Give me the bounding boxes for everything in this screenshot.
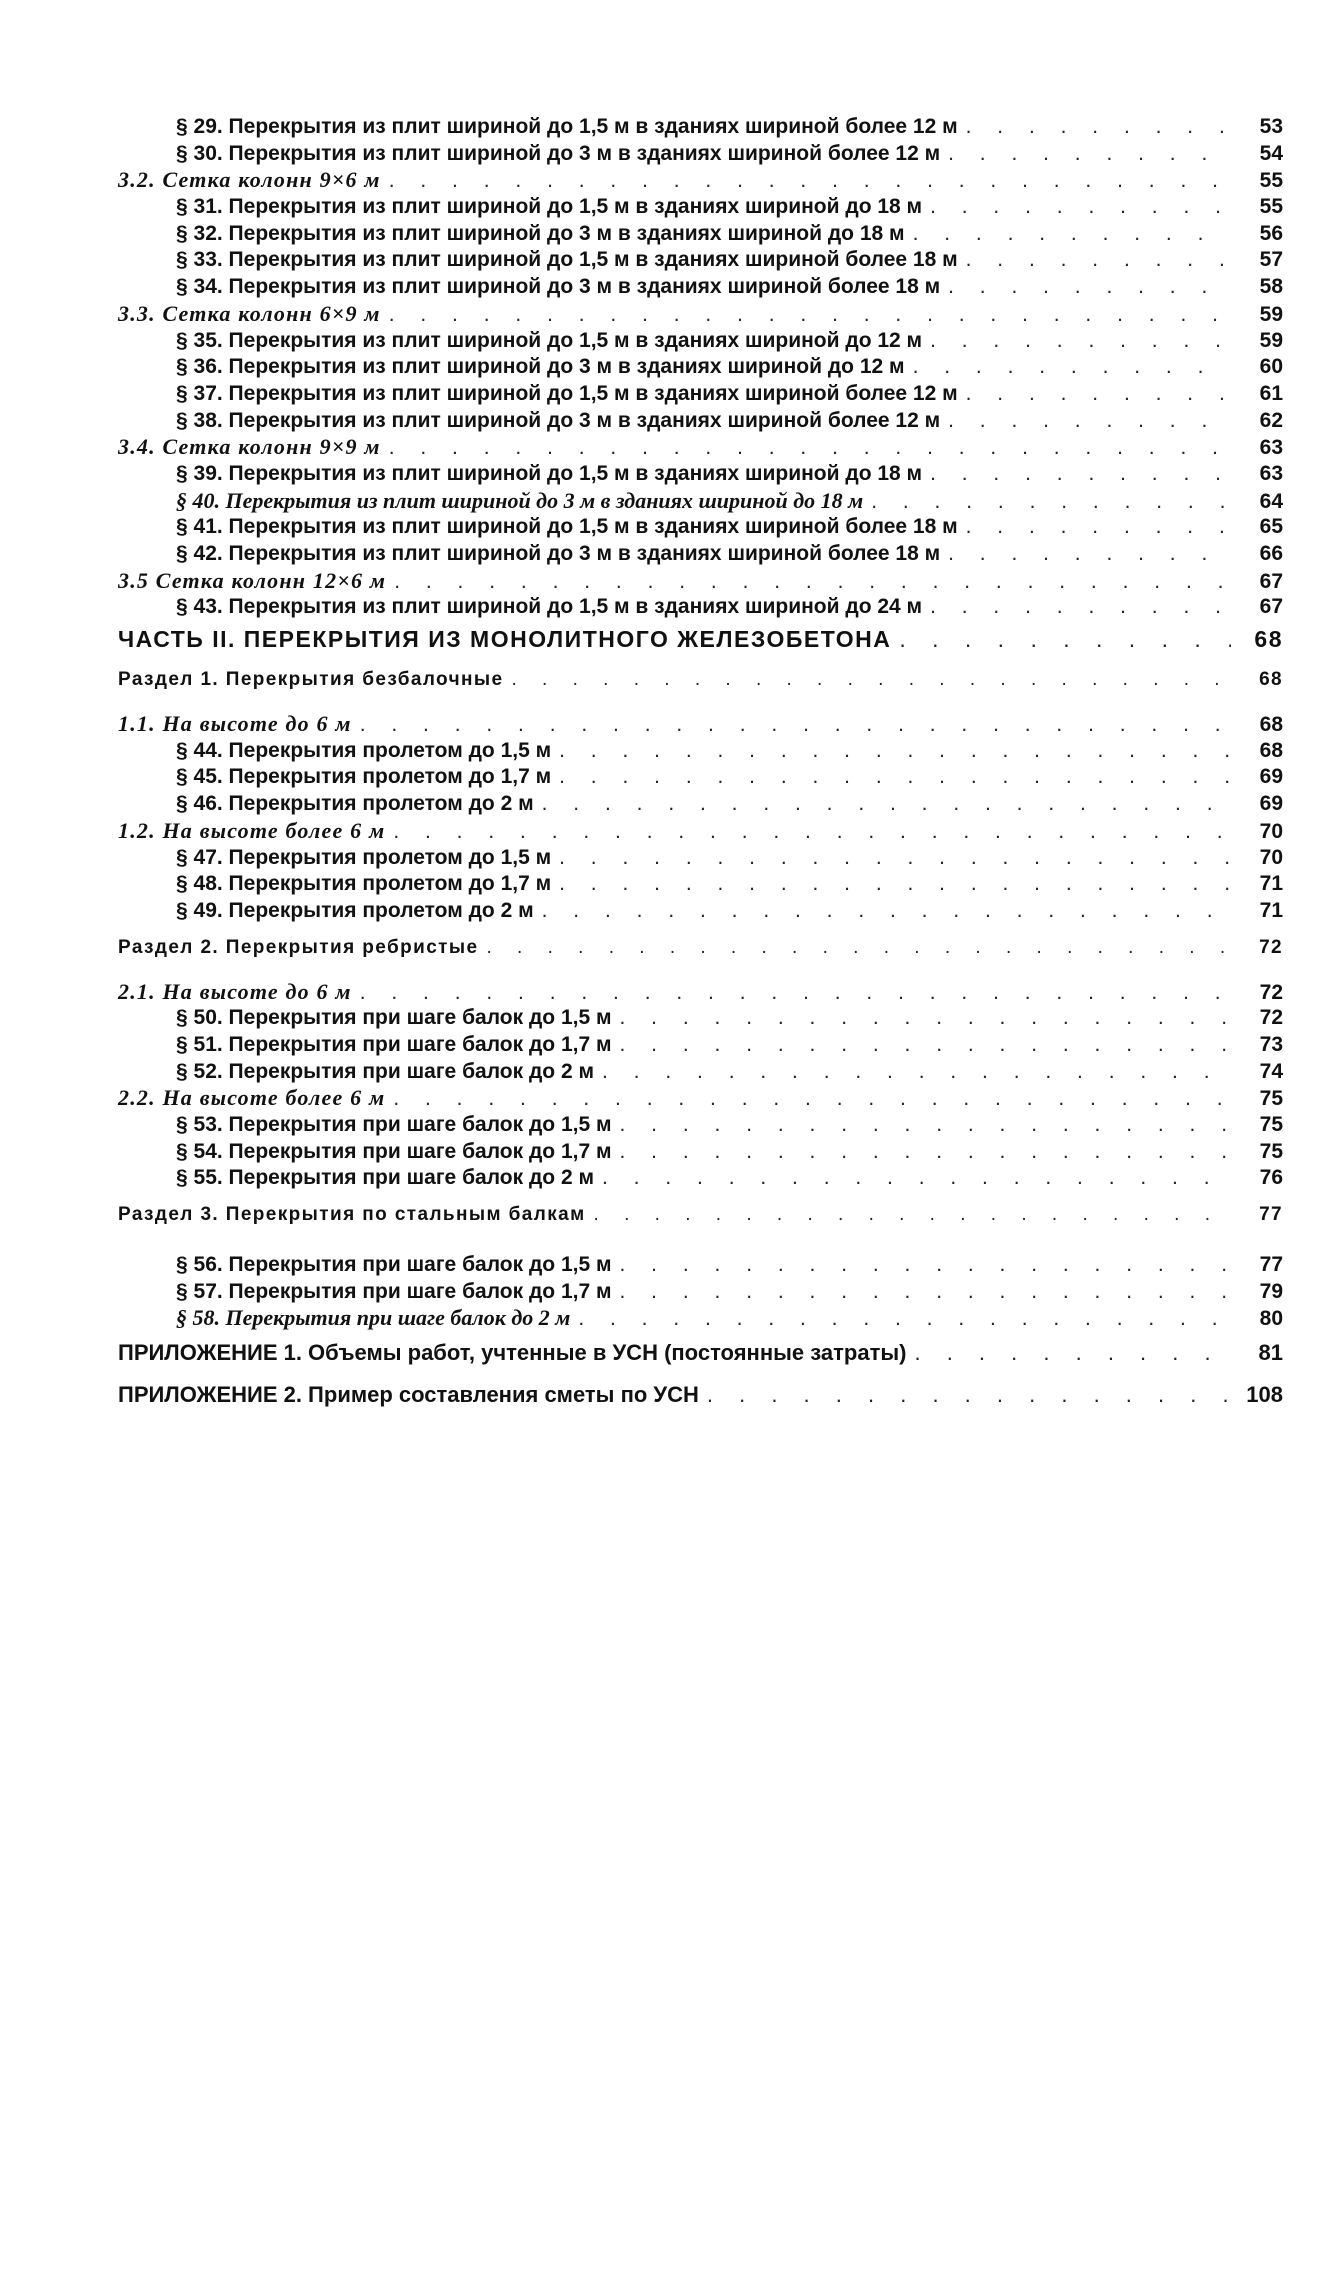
toc-entry-page: 108	[1246, 1382, 1283, 1408]
toc-entry-title: 1.2. На высоте более 6 м	[118, 817, 386, 843]
table-of-contents	[118, 114, 1283, 1416]
toc-entry-page: 61	[1259, 381, 1283, 405]
toc-entry-title: § 33. Перекрытия из плит шириной до 1,5 м в зданиях шириной более 18 м	[176, 248, 958, 272]
toc-entry-page: 71	[1259, 872, 1283, 896]
toc-entry-title: ПРИЛОЖЕНИЕ 2. Пример составления сметы по УСН	[118, 1382, 699, 1408]
toc-entry-para	[118, 594, 1283, 621]
toc-leader-dots	[394, 569, 1231, 596]
toc-leader-dots	[389, 168, 1231, 195]
toc-entry-sub	[118, 1085, 1283, 1112]
toc-entry-para	[118, 381, 1283, 408]
toc-entry-para	[118, 328, 1283, 355]
toc-entry-para	[118, 1059, 1283, 1086]
toc-leader-dots	[602, 1059, 1231, 1086]
toc-leader-dots	[620, 1279, 1231, 1306]
toc-entry-appendix	[118, 1374, 1283, 1416]
toc-entry-para	[118, 1139, 1283, 1166]
toc-spacer	[118, 703, 1283, 711]
toc-entry-title: Раздел 2. Перекрытия ребристые	[118, 936, 479, 958]
toc-entry-title: § 58. Перекрытия при шаге балок до 2 м	[176, 1305, 571, 1331]
toc-entry-para	[118, 488, 1283, 515]
toc-entry-page: 73	[1259, 1032, 1283, 1056]
toc-entry-title: § 39. Перекрытия из плит шириной до 1,5 м в зданиях шириной до 18 м	[176, 461, 923, 485]
toc-entry-title: 2.2. На высоте более 6 м	[118, 1085, 386, 1111]
toc-entry-title: § 32. Перекрытия из плит шириной до 3 м в зданиях шириной до 18 м	[176, 221, 905, 245]
toc-entry-para	[118, 898, 1283, 925]
toc-entry-page: 66	[1259, 542, 1283, 565]
toc-leader-dots	[966, 247, 1231, 274]
toc-entry-sub	[118, 167, 1283, 194]
toc-entry-title: Раздел 3. Перекрытия по стальным балкам	[118, 1204, 586, 1226]
toc-leader-dots	[360, 980, 1231, 1007]
toc-entry-para	[118, 114, 1283, 141]
toc-entry-title: § 54. Перекрытия при шаге балок до 1,7 м	[176, 1139, 612, 1163]
toc-entry-para	[118, 738, 1283, 765]
toc-entry-page: 70	[1259, 819, 1283, 843]
toc-entry-page: 59	[1259, 328, 1283, 352]
toc-entry-para	[118, 247, 1283, 274]
toc-entry-title: § 48. Перекрытия пролетом до 1,7 м	[176, 872, 552, 896]
toc-entry-page: 68	[1259, 669, 1283, 691]
toc-leader-dots	[913, 221, 1231, 248]
toc-leader-dots	[914, 1332, 1231, 1374]
toc-entry-page: 56	[1259, 221, 1283, 245]
toc-entry-para	[118, 194, 1283, 221]
toc-entry-part	[118, 621, 1283, 657]
toc-leader-dots	[594, 1192, 1231, 1238]
toc-entry-title: 3.3. Сетка колонн 6×9 м	[118, 300, 381, 326]
toc-entry-title: § 47. Перекрытия пролетом до 1,5 м	[176, 845, 552, 869]
toc-entry-page: 60	[1259, 355, 1283, 379]
toc-entry-para	[118, 1165, 1283, 1192]
toc-entry-para	[118, 221, 1283, 248]
toc-entry-sub	[118, 711, 1283, 738]
toc-entry-title: § 29. Перекрытия из плит шириной до 1,5 м в зданиях шириной более 12 м	[176, 115, 958, 138]
toc-entry-section	[118, 1192, 1283, 1238]
toc-leader-dots	[559, 764, 1231, 791]
toc-entry-sub	[118, 434, 1283, 461]
toc-leader-dots	[899, 621, 1231, 657]
toc-entry-page: 77	[1259, 1253, 1283, 1277]
toc-entry-title: § 49. Перекрытия пролетом до 2 м	[176, 898, 534, 922]
toc-leader-dots	[620, 1112, 1231, 1139]
toc-entry-page: 63	[1259, 461, 1283, 485]
toc-entry-para	[118, 1032, 1283, 1059]
toc-entry-title: § 41. Перекрытия из плит шириной до 1,5 м в зданиях шириной более 18 м	[176, 515, 958, 539]
toc-entry-appendix	[118, 1332, 1283, 1374]
toc-entry-page: 75	[1259, 1113, 1283, 1136]
toc-spacer	[118, 1238, 1283, 1252]
toc-entry-page: 54	[1259, 141, 1283, 165]
toc-entry-page: 58	[1259, 275, 1283, 299]
toc-leader-dots	[389, 435, 1231, 462]
toc-leader-dots	[542, 791, 1231, 818]
toc-entry-page: 63	[1259, 436, 1283, 460]
toc-entry-para	[118, 1279, 1283, 1306]
toc-leader-dots	[602, 1165, 1231, 1192]
toc-entry-title: 3.4. Сетка колонн 9×9 м	[118, 434, 381, 460]
toc-entry-title: 3.2. Сетка колонн 9×6 м	[118, 167, 381, 193]
toc-entry-title: § 50. Перекрытия при шаге балок до 1,5 м	[176, 1006, 612, 1030]
toc-leader-dots	[578, 1306, 1231, 1333]
toc-leader-dots	[393, 819, 1231, 846]
toc-entry-page: 65	[1259, 515, 1283, 539]
toc-entry-para	[118, 871, 1283, 898]
toc-leader-dots	[966, 514, 1231, 541]
toc-entry-page: 76	[1259, 1166, 1283, 1190]
toc-entry-title: § 53. Перекрытия при шаге балок до 1,5 м	[176, 1113, 612, 1136]
toc-leader-dots	[559, 738, 1231, 765]
toc-entry-page: 79	[1259, 1279, 1283, 1303]
toc-leader-dots	[930, 194, 1231, 221]
toc-leader-dots	[620, 1005, 1231, 1032]
toc-entry-page: 68	[1254, 626, 1283, 653]
toc-leader-dots	[360, 712, 1231, 739]
toc-leader-dots	[486, 925, 1231, 971]
toc-entry-title: § 34. Перекрытия из плит шириной до 3 м в зданиях шириной более 18 м	[176, 275, 941, 299]
toc-entry-page: 74	[1259, 1059, 1283, 1083]
toc-entry-para	[118, 408, 1283, 435]
toc-leader-dots	[948, 274, 1231, 301]
toc-entry-title: § 38. Перекрытия из плит шириной до 3 м в зданиях шириной более 12 м	[176, 408, 941, 432]
toc-leader-dots	[511, 657, 1231, 703]
toc-entry-page: 55	[1259, 195, 1283, 219]
toc-entry-title: ПРИЛОЖЕНИЕ 1. Объемы работ, учтенные в УСН (постоянные затраты)	[118, 1340, 907, 1366]
toc-entry-page: 71	[1259, 898, 1283, 922]
toc-leader-dots	[930, 328, 1231, 355]
toc-entry-para	[118, 461, 1283, 488]
toc-entry-page: 68	[1259, 738, 1283, 762]
toc-entry-page: 75	[1259, 1139, 1283, 1163]
toc-entry-page: 53	[1259, 115, 1283, 138]
toc-entry-page: 72	[1259, 936, 1283, 958]
toc-entry-title: § 42. Перекрытия из плит шириной до 3 м в зданиях шириной более 18 м	[176, 542, 941, 565]
toc-entry-title: § 31. Перекрытия из плит шириной до 1,5 м в зданиях шириной до 18 м	[176, 195, 923, 219]
toc-leader-dots	[930, 461, 1231, 488]
toc-leader-dots	[930, 594, 1231, 621]
toc-leader-dots	[948, 408, 1231, 435]
toc-entry-page: 67	[1259, 595, 1283, 619]
toc-entry-title: 3.5 Сетка колонн 12×6 м	[118, 567, 387, 593]
toc-entry-para	[118, 274, 1283, 301]
toc-entry-title: § 40. Перекрытия из плит шириной до 3 м в зданиях шириной до 18 м	[176, 487, 864, 513]
toc-leader-dots	[393, 1086, 1231, 1113]
toc-entry-page: 57	[1259, 248, 1283, 272]
toc-leader-dots	[707, 1374, 1231, 1416]
toc-entry-title: § 45. Перекрытия пролетом до 1,7 м	[176, 765, 552, 789]
toc-entry-page: 81	[1258, 1340, 1283, 1366]
toc-entry-title: § 36. Перекрытия из плит шириной до 3 м в зданиях шириной до 12 м	[176, 355, 905, 379]
toc-entry-page: 69	[1259, 792, 1283, 816]
toc-entry-title: Раздел 1. Перекрытия безбалочные	[118, 669, 504, 691]
toc-entry-title: 2.1. На высоте до 6 м	[118, 978, 352, 1004]
toc-entry-page: 70	[1259, 845, 1283, 869]
toc-entry-title: § 35. Перекрытия из плит шириной до 1,5 м в зданиях шириной до 12 м	[176, 328, 923, 352]
toc-entry-para	[118, 764, 1283, 791]
toc-entry-title: § 37. Перекрытия из плит шириной до 1,5 м в зданиях шириной более 12 м	[176, 381, 958, 405]
toc-leader-dots	[559, 871, 1231, 898]
toc-entry-title: § 52. Перекрытия при шаге балок до 2 м	[176, 1059, 595, 1083]
toc-leader-dots	[948, 541, 1231, 568]
toc-leader-dots	[966, 114, 1231, 141]
toc-entry-sub	[118, 568, 1283, 595]
toc-entry-page: 67	[1259, 569, 1283, 593]
toc-entry-page: 72	[1259, 980, 1283, 1004]
toc-entry-sub	[118, 979, 1283, 1006]
toc-entry-para	[118, 514, 1283, 541]
toc-leader-dots	[620, 1032, 1231, 1059]
toc-entry-title: § 43. Перекрытия из плит шириной до 1,5 м в зданиях шириной до 24 м	[176, 595, 923, 619]
toc-entry-para	[118, 791, 1283, 818]
toc-entry-para	[118, 541, 1283, 568]
toc-leader-dots	[966, 381, 1231, 408]
toc-leader-dots	[559, 845, 1231, 872]
toc-entry-para	[118, 845, 1283, 872]
toc-entry-para	[118, 1305, 1283, 1332]
toc-entry-para	[118, 1252, 1283, 1279]
toc-leader-dots	[542, 898, 1231, 925]
toc-entry-page: 72	[1259, 1006, 1283, 1030]
toc-entry-para	[118, 1112, 1283, 1139]
toc-entry-para	[118, 141, 1283, 168]
toc-entry-title: § 46. Перекрытия пролетом до 2 м	[176, 792, 534, 816]
toc-entry-section	[118, 925, 1283, 971]
toc-leader-dots	[913, 354, 1231, 381]
toc-spacer	[118, 971, 1283, 979]
toc-entry-page: 75	[1259, 1087, 1283, 1111]
toc-entry-page: 64	[1259, 489, 1283, 513]
toc-leader-dots	[620, 1252, 1231, 1279]
toc-entry-title: § 57. Перекрытия при шаге балок до 1,7 м	[176, 1279, 612, 1303]
toc-entry-page: 62	[1259, 408, 1283, 432]
toc-entry-title: § 44. Перекрытия пролетом до 1,5 м	[176, 738, 552, 762]
toc-entry-section	[118, 657, 1283, 703]
toc-entry-para	[118, 354, 1283, 381]
toc-entry-page: 77	[1259, 1204, 1283, 1226]
toc-entry-title: § 55. Перекрытия при шаге балок до 2 м	[176, 1166, 595, 1190]
toc-entry-sub	[118, 301, 1283, 328]
toc-entry-page: 68	[1259, 713, 1283, 737]
toc-leader-dots	[871, 489, 1231, 516]
toc-entry-title: § 30. Перекрытия из плит шириной до 3 м в зданиях шириной более 12 м	[176, 141, 941, 165]
toc-leader-dots	[948, 141, 1231, 168]
toc-entry-title: § 56. Перекрытия при шаге балок до 1,5 м	[176, 1253, 612, 1277]
toc-leader-dots	[620, 1139, 1231, 1166]
toc-entry-page: 80	[1259, 1307, 1283, 1331]
toc-entry-para	[118, 1005, 1283, 1032]
toc-entry-sub	[118, 818, 1283, 845]
toc-entry-title: ЧАСТЬ II. ПЕРЕКРЫТИЯ ИЗ МОНОЛИТНОГО ЖЕЛЕЗОБЕТОНА	[118, 626, 892, 653]
toc-entry-title: 1.1. На высоте до 6 м	[118, 711, 352, 737]
toc-entry-page: 59	[1259, 302, 1283, 326]
toc-entry-page: 69	[1259, 765, 1283, 789]
toc-leader-dots	[389, 302, 1231, 329]
toc-entry-page: 55	[1259, 169, 1283, 193]
toc-entry-title: § 51. Перекрытия при шаге балок до 1,7 м	[176, 1032, 612, 1056]
